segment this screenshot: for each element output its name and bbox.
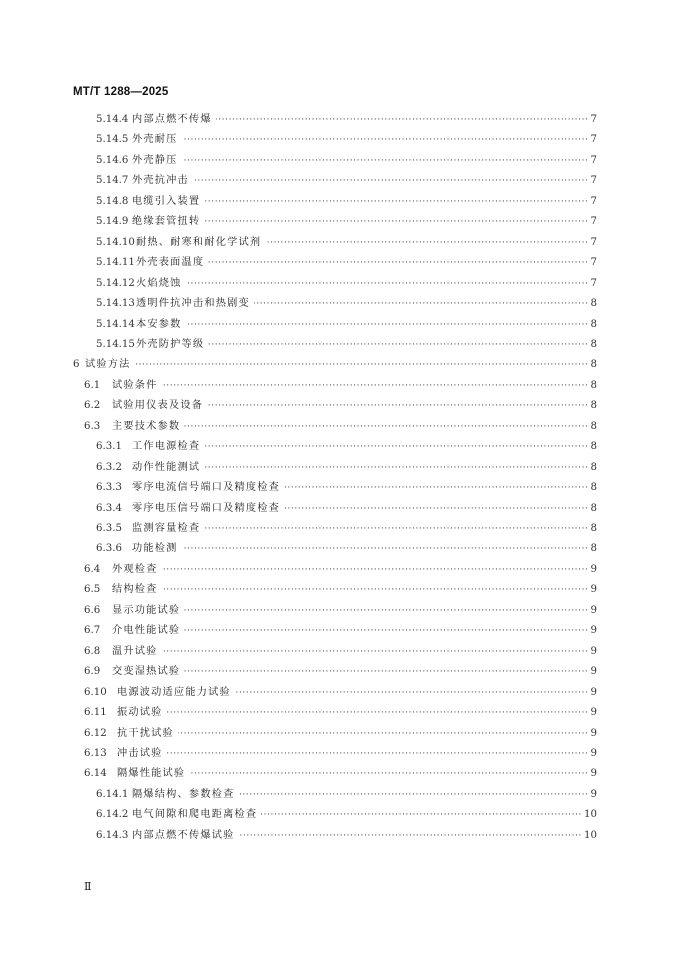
toc-entry-title: 火焰烧蚀 xyxy=(136,277,182,289)
toc-entry[interactable] xyxy=(84,601,597,621)
toc-entry-number: 5.14.4 xyxy=(96,114,129,125)
toc-entry-number: 5.14.11 xyxy=(96,257,135,269)
toc-entry[interactable] xyxy=(96,458,597,478)
toc-leader-dots xyxy=(135,355,589,375)
toc-entry-number: 6.3.3 xyxy=(96,482,122,494)
toc-entry-number: 6.3.4 xyxy=(96,502,122,514)
toc-leader-dots xyxy=(193,171,589,191)
page-number-roman: Ⅱ xyxy=(84,880,92,893)
toc-entry-number: 5.14.8 xyxy=(96,195,129,207)
toc-leader-dots xyxy=(182,130,589,150)
toc-entry-title: 介电性能试验 xyxy=(112,625,181,637)
toc-entry[interactable] xyxy=(96,130,597,150)
toc-entry-page: 9 xyxy=(590,727,597,739)
toc-entry[interactable] xyxy=(96,192,597,212)
toc-entry-number: 5.14.7 xyxy=(96,175,129,187)
toc-entry-number: 6.11 xyxy=(84,707,107,719)
toc-entry[interactable] xyxy=(96,519,597,539)
toc-entry-page: 7 xyxy=(590,257,597,269)
toc-entry-page: 7 xyxy=(590,236,597,248)
toc-entry[interactable] xyxy=(96,826,597,846)
toc-entry-number: 6.8 xyxy=(84,645,101,657)
toc-leader-dots xyxy=(182,539,589,559)
toc-entry-title: 试验方法 xyxy=(85,359,131,371)
toc-entry[interactable] xyxy=(96,294,597,314)
toc-entry-title: 电源波动适应能力试验 xyxy=(117,686,231,698)
toc-entry-page: 8 xyxy=(590,298,597,310)
toc-entry[interactable] xyxy=(84,703,597,723)
toc-entry-title: 外观检查 xyxy=(112,563,158,575)
toc-leader-dots xyxy=(184,601,588,621)
toc-entry-number: 6.6 xyxy=(84,604,101,616)
toc-leader-dots xyxy=(265,233,588,253)
toc-entry-title: 冲击试验 xyxy=(117,747,163,759)
toc-entry-page: 8 xyxy=(590,379,597,391)
toc-leader-dots xyxy=(162,560,589,580)
toc-entry-title: 内部点燃不传爆试验 xyxy=(132,829,235,841)
toc-entry-number: 6.14.3 xyxy=(96,829,129,841)
toc-leader-dots xyxy=(208,253,588,273)
toc-entry-number: 6.2 xyxy=(84,400,101,412)
toc-leader-dots xyxy=(189,764,588,784)
toc-entry-number: 6.3 xyxy=(84,420,101,432)
toc-entry-title: 结构检查 xyxy=(112,584,158,596)
toc-entry[interactable] xyxy=(96,110,597,130)
toc-leader-dots xyxy=(284,478,588,498)
toc-entry-page: 9 xyxy=(590,686,597,698)
toc-entry-title: 交变湿热试验 xyxy=(112,666,181,678)
toc-leader-dots xyxy=(239,826,583,846)
toc-entry-number: 6.7 xyxy=(84,625,101,637)
toc-entry-number: 5.14.9 xyxy=(96,216,129,228)
toc-leader-dots xyxy=(261,805,582,825)
toc-leader-dots xyxy=(239,785,589,805)
toc-entry-number: 5.14.14 xyxy=(96,318,135,330)
toc-entry-title: 监测容量检查 xyxy=(132,523,201,534)
toc-leader-dots xyxy=(186,274,589,294)
toc-entry-title: 动作性能测试 xyxy=(132,461,201,473)
toc-entry-page: 8 xyxy=(590,420,597,432)
toc-leader-dots xyxy=(204,519,588,539)
toc-leader-dots xyxy=(204,212,588,232)
toc-entry[interactable] xyxy=(96,151,597,171)
toc-entry-number: 5.14.6 xyxy=(96,154,129,166)
toc-entry-page: 8 xyxy=(590,543,597,555)
toc-entry-number: 6.14 xyxy=(84,768,107,780)
toc-entry[interactable] xyxy=(84,560,597,580)
toc-entry-page: 9 xyxy=(590,563,597,575)
toc-entry-number: 5.14.5 xyxy=(96,134,129,146)
toc-entry-page: 7 xyxy=(590,195,597,207)
toc-leader-dots xyxy=(186,315,589,335)
toc-entry-title: 电气间隙和爬电距离检查 xyxy=(132,809,258,821)
toc-entry-title: 本安参数 xyxy=(136,318,182,330)
toc-leader-dots xyxy=(254,294,589,314)
toc-entry-title: 透明件抗冲击和热剧变 xyxy=(136,298,250,310)
document-id-header: MT/T 1288—2025 xyxy=(73,86,169,98)
toc-entry-title: 试验条件 xyxy=(112,379,158,391)
toc-entry-title: 外壳耐压 xyxy=(132,134,178,146)
toc-entry-page: 9 xyxy=(590,788,597,800)
toc-entry[interactable] xyxy=(96,785,597,805)
toc-entry-title: 隔爆性能试验 xyxy=(117,768,186,780)
toc-entry[interactable] xyxy=(96,539,597,559)
toc-entry-page: 9 xyxy=(590,645,597,657)
toc-entry-number: 6.1 xyxy=(84,379,101,391)
toc-leader-dots xyxy=(178,724,589,744)
toc-entry-page: 8 xyxy=(590,338,597,350)
toc-entry-title: 零序电压信号端口及精度检查 xyxy=(132,502,281,514)
toc-entry-title: 外壳表面温度 xyxy=(136,257,205,269)
toc-entry[interactable] xyxy=(84,662,597,682)
toc-entry-number: 6.3.2 xyxy=(96,461,122,473)
toc-entry[interactable] xyxy=(96,499,597,519)
toc-entry[interactable] xyxy=(96,233,597,253)
toc-entry-number: 6.14.1 xyxy=(96,788,129,800)
toc-entry-number: 5.14.13 xyxy=(96,298,135,310)
toc-entry[interactable] xyxy=(84,764,597,784)
toc-leader-dots xyxy=(207,396,588,416)
toc-leader-dots xyxy=(184,417,588,437)
toc-entry-title: 抗干扰试验 xyxy=(117,727,174,739)
toc-entry-title: 外壳静压 xyxy=(132,154,178,166)
toc-entry-page: 9 xyxy=(590,707,597,719)
toc-entry-page: 9 xyxy=(590,666,597,678)
toc-entry-title: 显示功能试验 xyxy=(112,604,181,616)
toc-entry-number: 5.14.10 xyxy=(96,236,135,248)
toc-entry-number: 6.13 xyxy=(84,747,107,759)
toc-leader-dots xyxy=(167,744,589,764)
toc-entry[interactable] xyxy=(84,396,597,416)
toc-entry-title: 功能检测 xyxy=(132,543,178,555)
toc-leader-dots xyxy=(208,335,588,355)
toc-leader-dots xyxy=(184,662,588,682)
toc-entry-page: 7 xyxy=(590,277,597,289)
toc-entry-page: 8 xyxy=(590,461,597,473)
toc-entry[interactable] xyxy=(96,805,597,825)
toc-entry-page: 10 xyxy=(584,809,597,821)
toc-entry-number: 6.9 xyxy=(84,666,101,678)
toc-leader-dots xyxy=(204,192,588,212)
toc-entry-number: 6.3.6 xyxy=(96,543,122,555)
toc-entry[interactable] xyxy=(84,621,597,641)
toc-entry-number: 6.5 xyxy=(84,584,101,596)
toc-entry-title: 零序电流信号端口及精度检查 xyxy=(132,482,281,494)
toc-entry-number: 6.3.5 xyxy=(96,523,122,534)
toc-entry[interactable] xyxy=(84,642,597,662)
toc-entry-page: 8 xyxy=(590,359,597,371)
toc-entry[interactable] xyxy=(96,335,597,355)
toc-entry[interactable] xyxy=(84,417,597,437)
toc-entry[interactable] xyxy=(96,253,597,273)
toc-entry-page: 10 xyxy=(584,829,597,841)
toc-entry-page: 7 xyxy=(590,114,597,125)
toc-entry-number: 6.14.2 xyxy=(96,809,129,821)
toc-entry-number: 5.14.15 xyxy=(96,338,135,350)
toc-entry[interactable] xyxy=(96,274,597,294)
toc-entry-title: 绝缘套管扭转 xyxy=(132,216,201,228)
toc-entry-title: 外壳抗冲击 xyxy=(132,175,189,187)
toc-entry-page: 7 xyxy=(590,175,597,187)
toc-entry-title: 振动试验 xyxy=(117,707,163,719)
toc-entry-number: 6.10 xyxy=(84,686,107,698)
toc-entry-page: 8 xyxy=(590,318,597,330)
toc-leader-dots xyxy=(216,110,589,130)
toc-entry[interactable] xyxy=(96,478,597,498)
toc-entry-number: 6.3.1 xyxy=(96,441,122,453)
toc-entry-page: 9 xyxy=(590,747,597,759)
toc-entry[interactable] xyxy=(84,724,597,744)
toc-entry-title: 内部点燃不传爆 xyxy=(132,114,212,125)
toc-entry-page: 9 xyxy=(590,604,597,616)
toc-entry-page: 7 xyxy=(590,134,597,146)
toc-entry[interactable] xyxy=(84,744,597,764)
toc-entry-title: 主要技术参数 xyxy=(112,420,181,432)
toc-entry-page: 8 xyxy=(590,482,597,494)
toc-entry[interactable] xyxy=(96,171,597,191)
toc-entry-title: 工作电源检查 xyxy=(132,441,201,453)
toc-leader-dots xyxy=(184,621,588,641)
toc-leader-dots xyxy=(162,642,589,662)
toc-entry-title: 外壳防护等级 xyxy=(136,338,205,350)
toc-entry[interactable] xyxy=(73,355,597,375)
toc-entry-page: 8 xyxy=(590,523,597,534)
toc-leader-dots xyxy=(204,458,588,478)
toc-entry-page: 8 xyxy=(590,502,597,514)
toc-leader-dots xyxy=(182,151,589,171)
toc-entry-title: 隔爆结构、参数检查 xyxy=(132,788,235,800)
toc-entry-page: 9 xyxy=(590,625,597,637)
toc-entry-number: 5.14.12 xyxy=(96,277,135,289)
toc-entry-page: 8 xyxy=(590,400,597,412)
toc-leader-dots xyxy=(284,499,588,519)
toc-entry[interactable] xyxy=(96,315,597,335)
toc-entry-page: 7 xyxy=(590,216,597,228)
toc-entry[interactable] xyxy=(84,683,597,703)
toc-leader-dots xyxy=(235,683,589,703)
toc-entry-number: 6.4 xyxy=(84,563,101,575)
toc-leader-dots xyxy=(204,437,588,457)
toc-leader-dots xyxy=(162,376,589,396)
toc-entry-title: 耐热、耐寒和耐化学试剂 xyxy=(136,236,262,248)
toc-entry[interactable] xyxy=(84,376,597,396)
toc-entry-number: 6.12 xyxy=(84,727,107,739)
toc-entry[interactable] xyxy=(96,437,597,457)
toc-entry-page: 7 xyxy=(590,154,597,166)
toc-leader-dots xyxy=(162,580,589,600)
toc-entry[interactable] xyxy=(84,580,597,600)
toc-leader-dots xyxy=(167,703,589,723)
toc-entry-number: 6 xyxy=(73,359,80,371)
toc-entry-title: 温升试验 xyxy=(112,645,158,657)
toc-entry-title: 试验用仪表及设备 xyxy=(112,400,204,412)
toc-entry[interactable] xyxy=(96,212,597,232)
toc-entry-page: 9 xyxy=(590,584,597,596)
toc-entry-title: 电缆引入装置 xyxy=(132,195,201,207)
toc-entry-page: 9 xyxy=(590,768,597,780)
toc-entry-page: 8 xyxy=(590,441,597,453)
